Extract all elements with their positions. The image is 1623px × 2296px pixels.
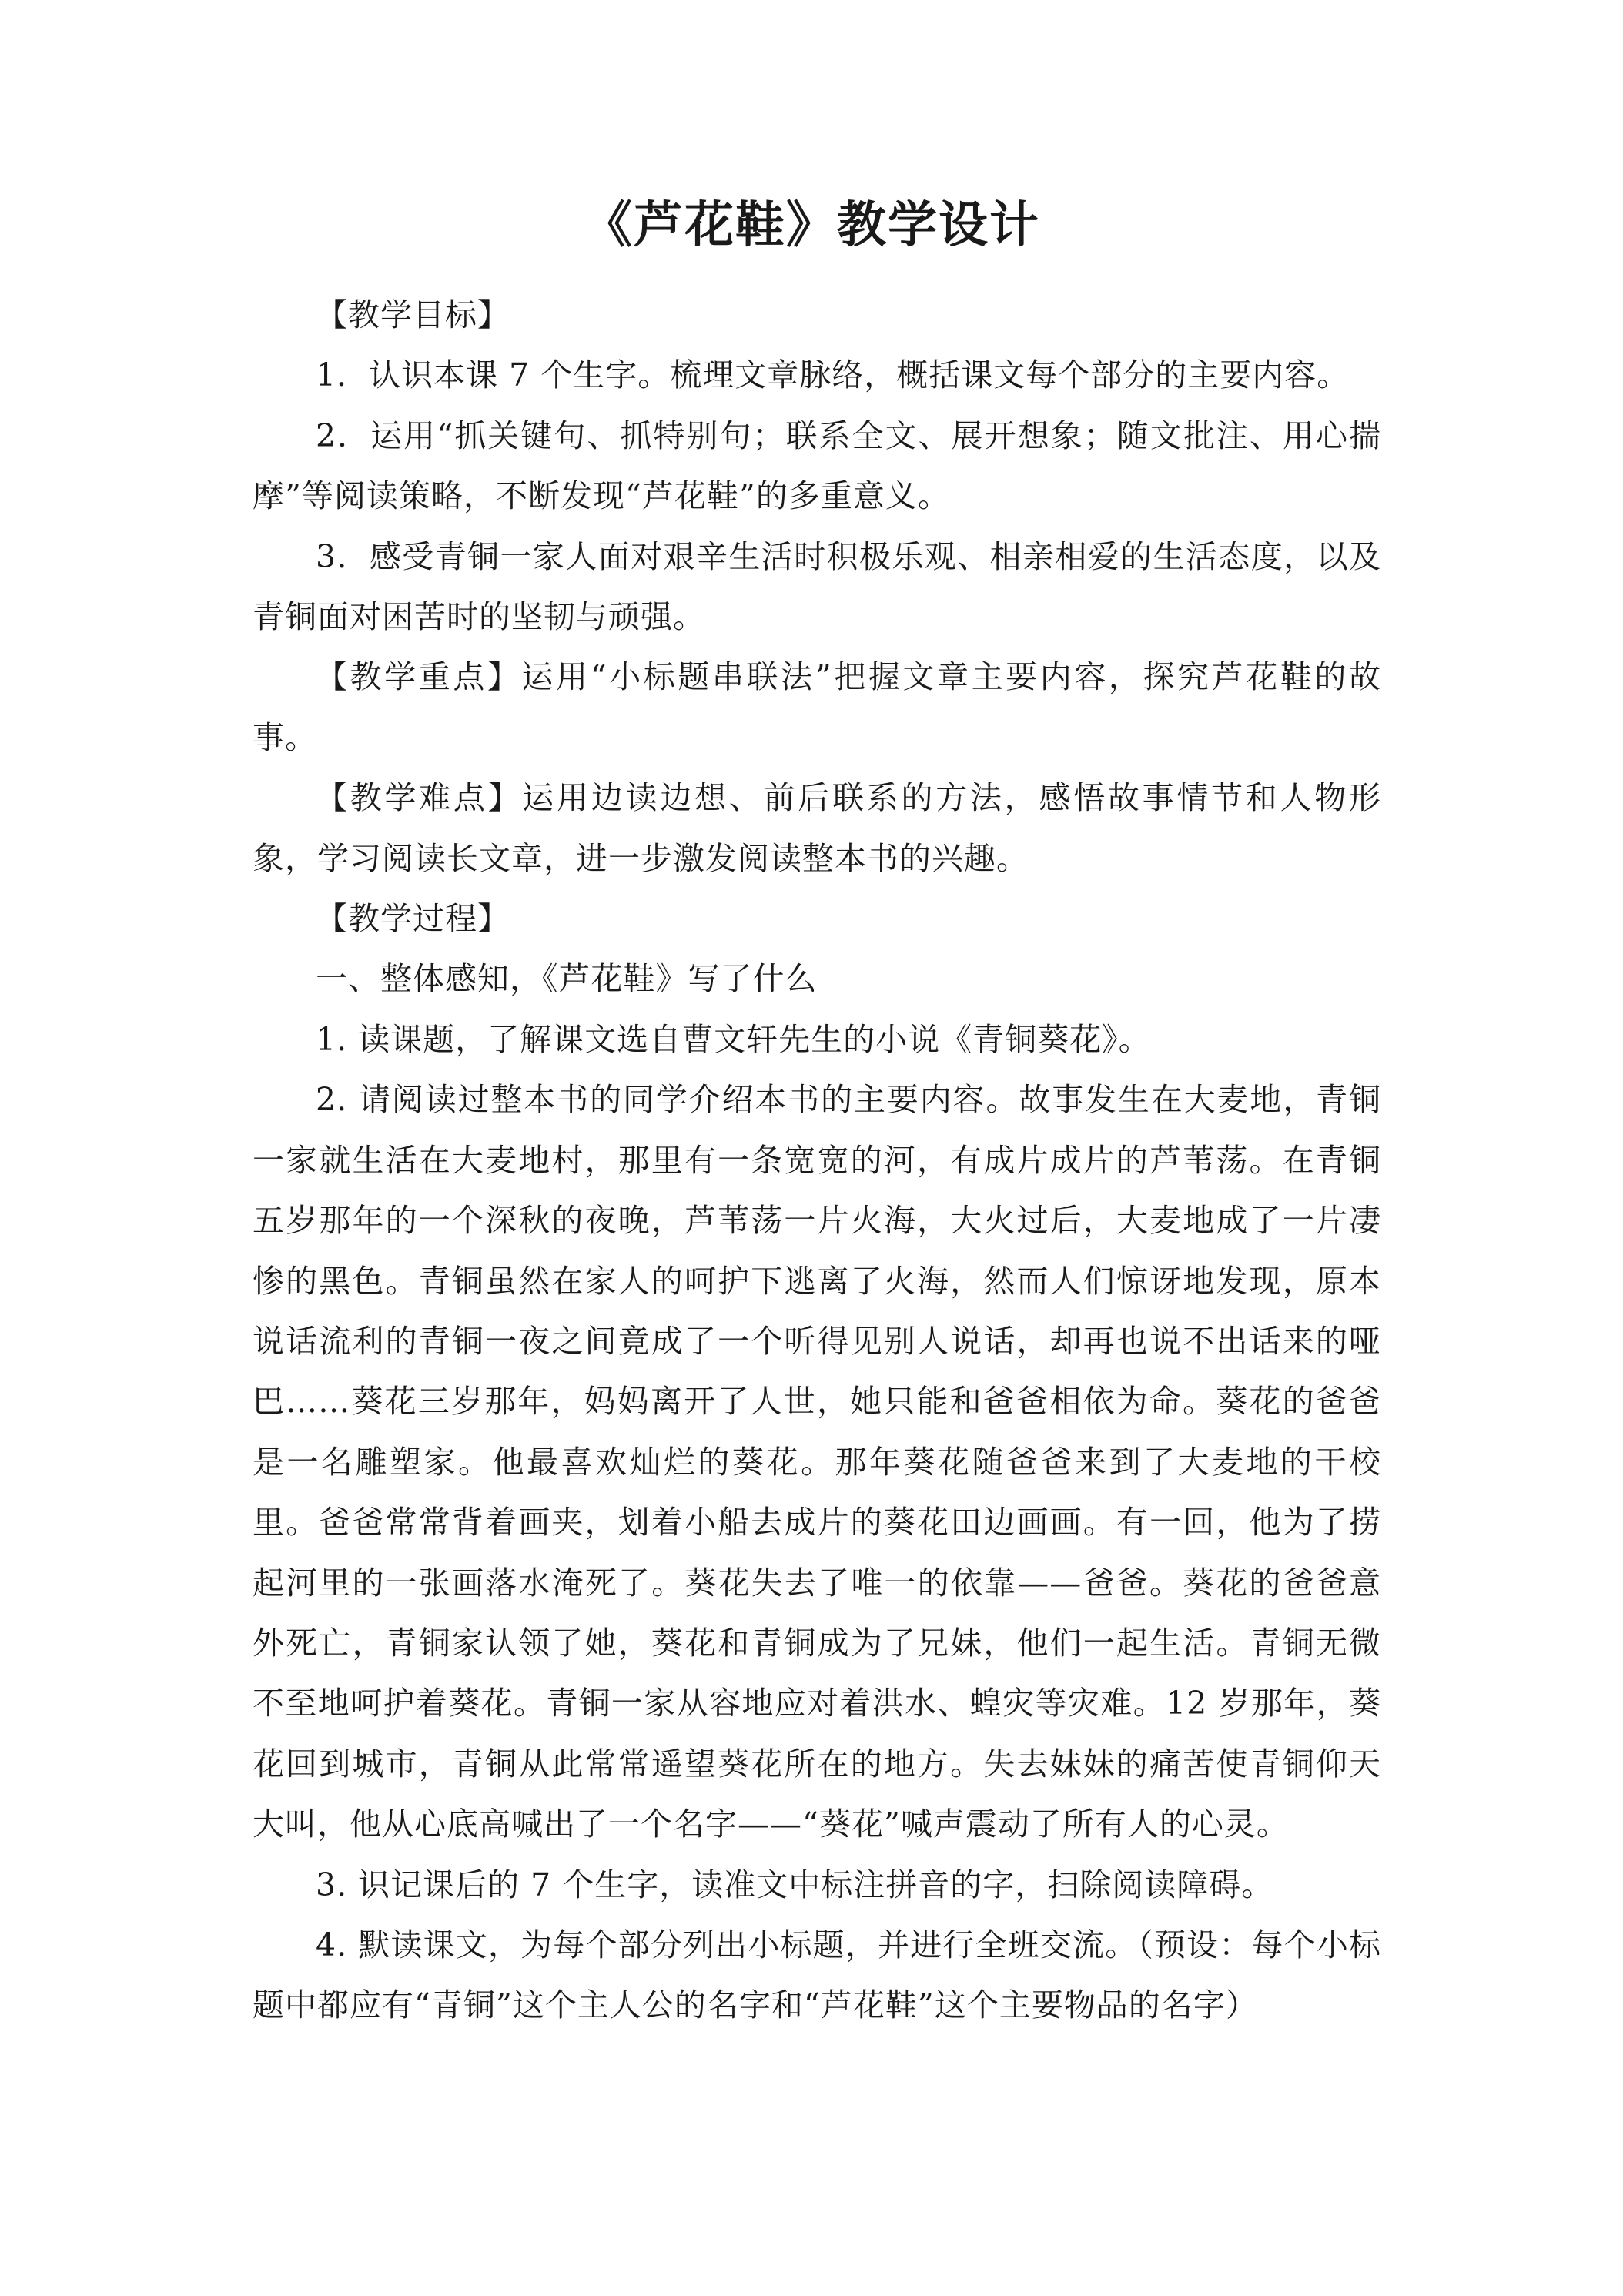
- document-title: 《芦花鞋》教学设计: [583, 197, 1040, 254]
- document-body: [253, 285, 1381, 2036]
- section-heading-1: 一、整体感知，《芦花鞋》写了什么: [316, 960, 818, 998]
- goal-item-1: 1．认识本课 7 个生字。梳理文章脉络，概括课文每个部分的主要内容。: [316, 356, 1350, 394]
- goal-item-3: 3．感受青铜一家人面对艰辛生活时积极乐观、相亲相爱的生活态度，以及青铜面对困苦时的坚韧与顽强。: [253, 537, 1381, 636]
- process-step-3: 3. 识记课后的 7 个生字，读准文中标注拼音的字，扫除阅读障碍。: [316, 1866, 1274, 1903]
- teaching-difficulty: 【教学难点】运用边读边想、前后联系的方法，感悟故事情节和人物形象，学习阅读长文章，进一步激发阅读整本书的兴趣。: [253, 779, 1381, 877]
- process-step-2: 2. 请阅读过整本书的同学介绍本书的主要内容。故事发生在大麦地，青铜一家就生活在大麦地村，那里有一条宽宽的河，有成片成片的芦苇荡。在青铜五岁那年的一个深秋的夜晚，芦苇荡一片火海，大火过后，大麦地成了一片凄惨的黑色。青铜虽然在家人的呵护下逃离了火海，然而人们惊讶地发现，原本说话流利的青铜一夜之间竟成了一个听得见别人说话，却再也说不出话来的哑巴……葵花三岁那年，妈妈离开了人世，她只能和爸爸相依为命。葵花的爸爸是一名雕塑家。他最喜欢灿烂的葵花。那年葵花随爸爸来到了大麦地的干校里。爸爸常常背着画夹，划着小船去成片的葵花田边画画。有一回，他为了捞起河里的一张画落水淹死了。葵花失去了唯一的依靠——爸爸。葵花的爸爸意外死亡，青铜家认领了她，葵花和青铜成为了兄妹，他们一起生活。青铜无微不至地呵护着葵花。青铜一家从容地应对着洪水、蝗灾等灾难。12 岁那年，葵花回到城市，青铜从此常常遥望葵花所在的地方。失去妹妹的痛苦使青铜仰天大叫，他从心底高喊出了一个名字——“葵花”喊声震动了所有人的心灵。: [253, 1081, 1381, 1843]
- teaching-focus: 【教学重点】运用“小标题串联法”把握文章主要内容，探究芦花鞋的故事。: [253, 658, 1381, 756]
- goal-item-2: 2．运用“抓关键句、抓特别句；联系全文、展开想象；随文批注、用心揣摩”等阅读策略，不断发现“芦花鞋”的多重意义。: [253, 417, 1381, 515]
- process-step-4: 4. 默读课文，为每个部分列出小标题，并进行全班交流。（预设：每个小标题中都应有“青铜”这个主人公的名字和“芦花鞋”这个主要物品的名字）: [253, 1926, 1381, 2024]
- process-step-1: 1. 读课题，了解课文选自曹文轩先生的小说《青铜葵花》。: [316, 1020, 1151, 1058]
- heading-teaching-goals: 【教学目标】: [316, 296, 510, 333]
- heading-teaching-process: 【教学过程】: [316, 900, 510, 938]
